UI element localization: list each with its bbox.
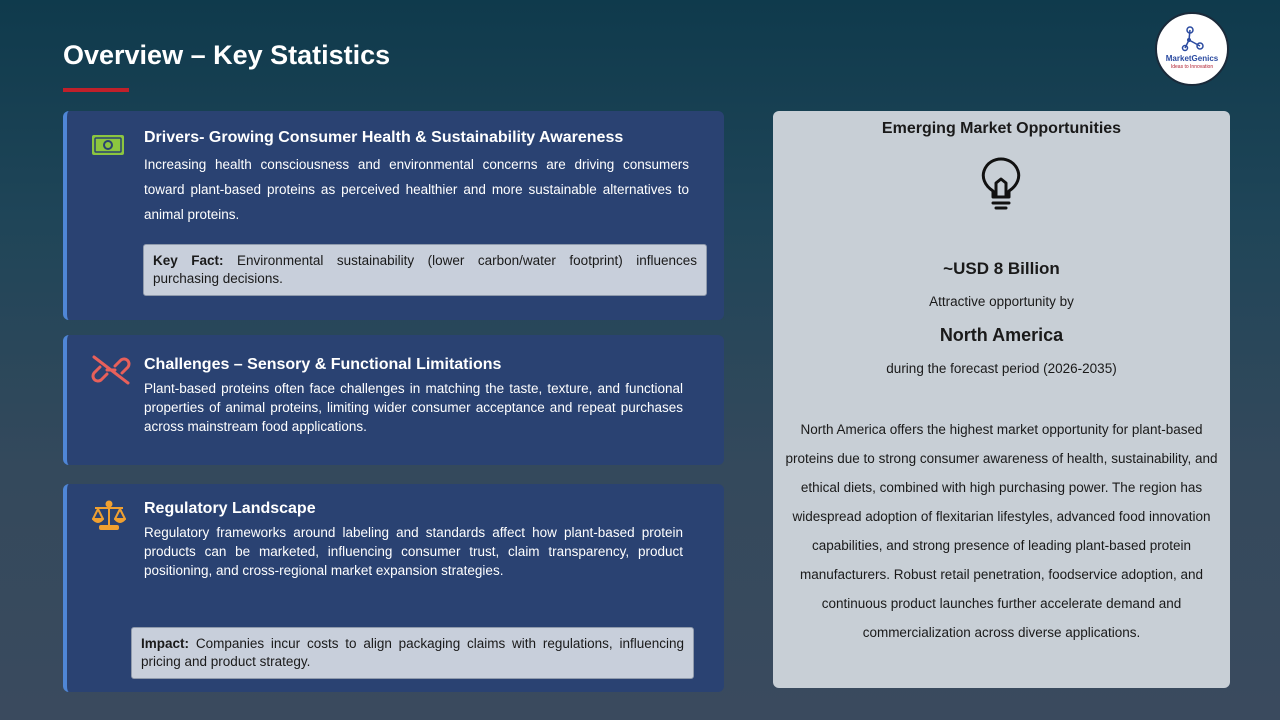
drivers-title: Drivers- Growing Consumer Health & Sustainability Awareness <box>144 129 624 146</box>
key-fact-box <box>143 244 707 296</box>
network-icon <box>1181 26 1205 52</box>
challenges-title: Challenges – Sensory & Functional Limitations <box>144 356 502 373</box>
title-underline <box>63 88 129 92</box>
drivers-card <box>63 111 724 320</box>
drivers-body: Increasing health consciousness and environmental concerns are driving consumers toward plant-based proteins as perceived healthier and more sustainable alternatives to animal proteins. <box>144 157 689 222</box>
attractive-opportunity-text: Attractive opportunity by <box>929 294 1074 309</box>
opportunity-title: Emerging Market Opportunities <box>881 120 1122 137</box>
forecast-period: during the forecast period (2026-2035) <box>886 361 1117 376</box>
page-title: Overview – Key Statistics <box>63 40 391 70</box>
money-icon <box>91 131 125 164</box>
regulatory-card <box>63 484 724 692</box>
impact-label: Impact: <box>141 636 190 651</box>
company-logo <box>1155 12 1229 86</box>
lightbulb-icon <box>978 157 1024 216</box>
regulatory-body: Regulatory frameworks around labeling and standards affect how plant-based protein products can be marketed, influencing consumer trust, claim transparency, product positioning, and cross-regional market expansion strategies. <box>144 525 683 578</box>
logo-name: MarketGenics <box>1165 54 1219 63</box>
key-fact-label: Key Fact: <box>153 253 224 268</box>
opportunity-description: North America offers the highest market opportunity for plant-based proteins due to strong consumer awareness of health, sustainability, and ethical diets, combined with high purchasing power. The region has widespread adoption of flexitarian lifestyles, advanced food innovation capabilities, and strong presence of leading plant-based protein manufacturers. Robust retail penetration, foodservice adoption, and continuous product launches further accelerate demand and commercialization across diverse applications. <box>785 422 1218 640</box>
challenges-body: Plant-based proteins often face challenges in matching the taste, texture, and functional properties of animal proteins, limiting wider consumer acceptance and repeat purchases across mainstream food applications. <box>144 381 683 434</box>
impact-text: Companies incur costs to align packaging claims with regulations, influencing pricing and product strategy. <box>141 636 684 669</box>
logo-tagline: Ideas to Innovation <box>1170 64 1214 70</box>
regulatory-title: Regulatory Landscape <box>144 500 316 517</box>
broken-link-icon <box>91 354 131 391</box>
market-value: ~USD 8 Billion <box>943 259 1060 278</box>
scales-icon <box>91 500 127 537</box>
challenges-card <box>63 335 724 465</box>
opportunity-panel <box>773 111 1230 688</box>
region-name: North America <box>939 325 1064 345</box>
key-fact-text: Environmental sustainability (lower carbon/water footprint) influences purchasing decisions. <box>153 253 697 286</box>
impact-box <box>131 627 694 679</box>
